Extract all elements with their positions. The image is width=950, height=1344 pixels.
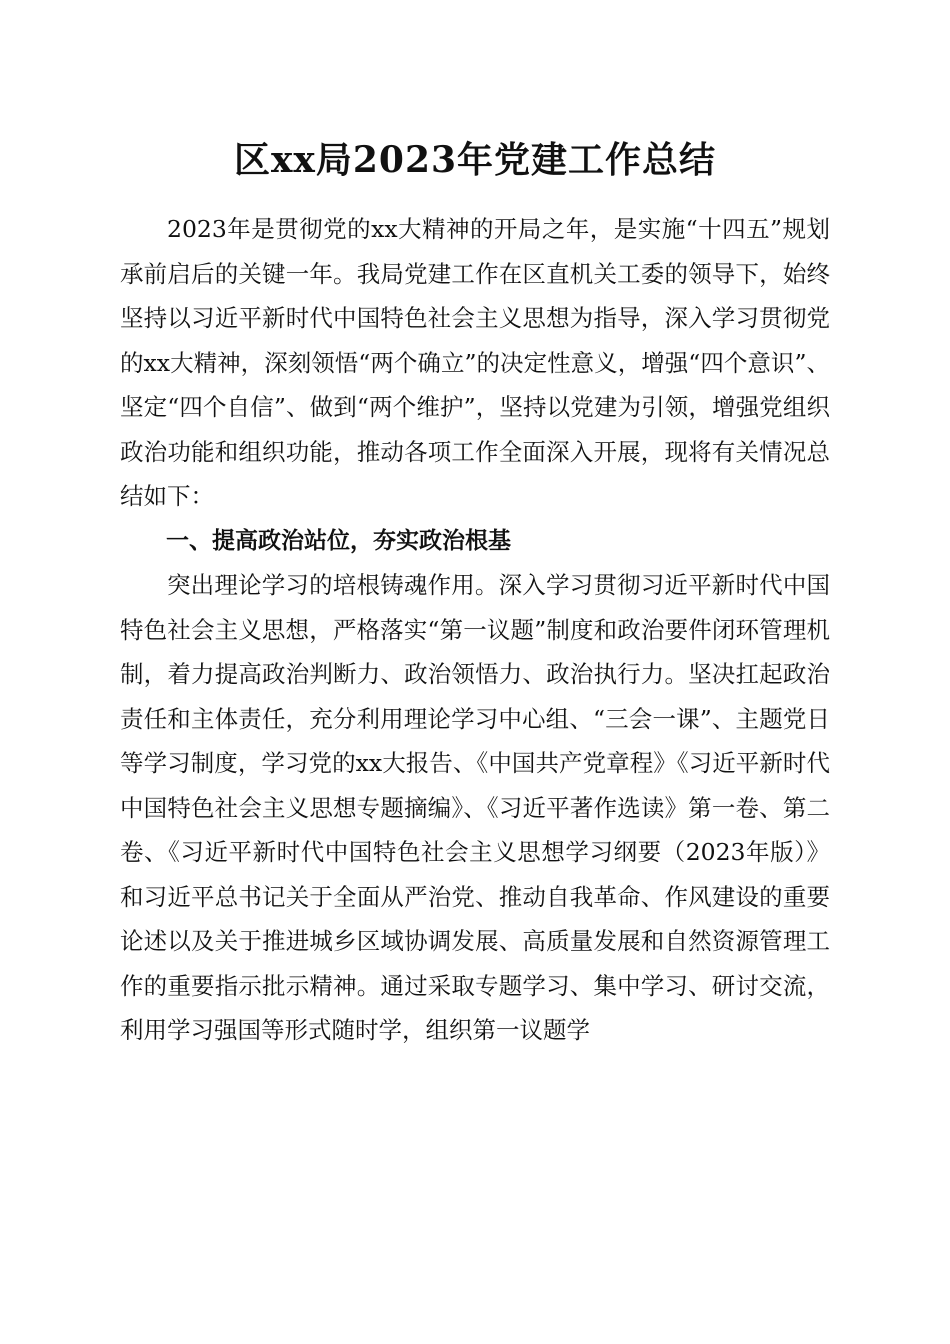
document-body <box>120 207 830 1053</box>
section-heading-1: 一、提高政治站位，夯实政治根基 <box>166 527 511 554</box>
section-paragraph-1: 突出理论学习的培根铸魂作用。深入学习贯彻习近平新时代中国特色社会主义思想，严格落实“第一议题”制度和政治要件闭环管理机制，着力提高政治判断力、政治领悟力、政治执行力。坚决扛起政治责任和主体责任，充分利用理论学习中心组、“三会一课”、主题党日等学习制度，学习党的xx大报告、《中国共产党章程》《习近平新时代中国特色社会主义思想专题摘编》、《习近平著作选读》第一卷、第二卷、《习近平新时代中国特色社会主义思想学习纲要（2023年版）》和习近平总书记关于全面从严治党、推动自我革命、作风建设的重要论述以及关于推进城乡区域协调发展、高质量发展和自然资源管理工作的重要指示批示精神。通过采取专题学习、集中学习、研讨交流，利用学习强国等形式随时学，组织第一议题学 <box>120 571 830 1044</box>
intro-paragraph: 2023年是贯彻党的xx大精神的开局之年，是实施“十四五”规划承前启后的关键一年。我局党建工作在区直机关工委的领导下，始终坚持以习近平新时代中国特色社会主义思想为指导，深入学习贯彻党的xx大精神，深刻领悟“两个确立”的决定性意义，增强“四个意识”、坚定“四个自信”、做到“两个维护”，坚持以党建为引领，增强党组织政治功能和组织功能，推动各项工作全面深入开展，现将有关情况总结如下： <box>120 215 830 510</box>
document-title: 区xx局2023年党建工作总结 <box>233 139 717 181</box>
